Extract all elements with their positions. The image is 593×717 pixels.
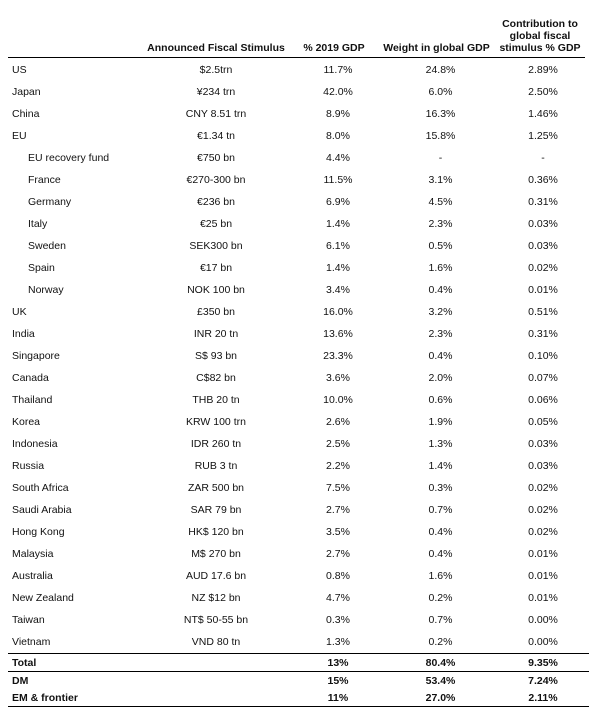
cell-contribution: 0.00%	[497, 631, 589, 654]
cell-country: UK	[12, 306, 27, 318]
table-body	[8, 59, 589, 707]
cell-stimulus: €17 bn	[199, 262, 233, 274]
cell-gdp-pct: 1.4%	[326, 262, 350, 274]
total-cell-contribution: 7.24%	[528, 674, 558, 687]
cell-gdp-pct: 2.7%	[326, 504, 350, 516]
table-row	[8, 455, 589, 477]
cell-country: Germany	[28, 196, 72, 208]
total-cell-weight: 53.4%	[425, 674, 456, 687]
cell-weight: 6.0%	[428, 86, 453, 98]
table-row	[8, 147, 589, 169]
total-cell-stimulus	[140, 654, 292, 672]
cell-weight: 16.3%	[425, 108, 456, 120]
cell-weight: 0.2%	[384, 631, 497, 654]
cell-stimulus: £350 bn	[197, 306, 235, 318]
cell-country: Korea	[12, 416, 41, 428]
cell-gdp-pct: 2.6%	[326, 416, 350, 428]
cell-gdp-pct: 0.3%	[326, 614, 350, 626]
cell-stimulus: ¥234 trn	[196, 86, 236, 98]
total-cell-gdp-pct: 13%	[292, 654, 384, 672]
cell-gdp-pct: 1.3%	[292, 631, 384, 654]
table-row	[8, 103, 589, 125]
cell-weight: 15.8%	[425, 130, 456, 142]
cell-country: Spain	[28, 262, 55, 274]
table-row	[8, 433, 589, 455]
header-gdp-pct: % 2019 GDP	[303, 42, 365, 54]
table-row	[8, 389, 589, 411]
total-cell-contribution: 9.35%	[497, 654, 589, 672]
cell-stimulus: RUB 3 tn	[194, 460, 238, 472]
table-row	[8, 323, 589, 345]
cell-stimulus: IDR 260 tn	[190, 438, 242, 450]
cell-stimulus: KRW 100 trn	[186, 416, 246, 428]
cell-contribution: 2.89%	[528, 64, 558, 76]
cell-stimulus: SEK300 bn	[189, 240, 243, 252]
cell-contribution: 0.02%	[528, 504, 558, 516]
cell-contribution: 0.02%	[528, 482, 558, 494]
cell-weight: 1.6%	[428, 570, 453, 582]
cell-contribution: 0.03%	[528, 218, 558, 230]
cell-gdp-pct: 23.3%	[323, 350, 353, 362]
cell-gdp-pct: 0.8%	[326, 570, 350, 582]
cell-gdp-pct: 42.0%	[323, 86, 353, 98]
cell-weight: 1.6%	[428, 262, 453, 274]
cell-contribution: 0.05%	[528, 416, 558, 428]
cell-gdp-pct: 3.6%	[326, 372, 350, 384]
cell-gdp-pct: 16.0%	[323, 306, 353, 318]
cell-weight: 0.2%	[428, 592, 453, 604]
cell-weight: 0.7%	[428, 614, 453, 626]
cell-weight: 0.5%	[428, 240, 453, 252]
table-row	[8, 279, 589, 301]
cell-country: EU	[12, 130, 27, 142]
cell-country: Canada	[12, 372, 49, 384]
cell-weight: 1.3%	[428, 438, 453, 450]
cell-gdp-pct: 13.6%	[323, 328, 353, 340]
cell-gdp-pct: 8.0%	[326, 130, 350, 142]
cell-contribution: 0.01%	[528, 570, 558, 582]
total-cell-weight: 80.4%	[384, 654, 497, 672]
cell-weight: 1.9%	[428, 416, 453, 428]
cell-country: Japan	[12, 86, 41, 98]
cell-country: US	[12, 64, 27, 76]
cell-weight: 24.8%	[425, 64, 456, 76]
cell-weight: 2.3%	[428, 328, 453, 340]
table-row	[8, 213, 589, 235]
cell-stimulus: €1.34 tn	[197, 130, 235, 142]
table-row	[8, 301, 589, 323]
cell-country: Italy	[28, 218, 48, 230]
total-cell-label: EM & frontier	[8, 689, 140, 707]
cell-country: Malaysia	[12, 548, 54, 560]
cell-weight: 2.0%	[428, 372, 453, 384]
cell-contribution: 0.02%	[528, 526, 558, 538]
total-cell-stimulus	[140, 672, 292, 690]
cell-gdp-pct: 7.5%	[326, 482, 350, 494]
cell-stimulus: INR 20 tn	[193, 328, 239, 340]
table-row	[8, 609, 589, 631]
cell-stimulus: NOK 100 bn	[187, 284, 245, 296]
cell-gdp-pct: 11.7%	[323, 64, 353, 76]
cell-country: South Africa	[12, 482, 69, 494]
table-row	[8, 367, 589, 389]
cell-gdp-pct: 10.0%	[323, 394, 353, 406]
table-row	[8, 81, 589, 103]
table-row	[8, 543, 589, 565]
table-row	[8, 477, 589, 499]
cell-contribution: 0.51%	[528, 306, 558, 318]
table-row	[8, 257, 589, 279]
cell-contribution: 0.01%	[528, 592, 558, 604]
stimulus-table	[8, 59, 589, 707]
cell-weight: 0.6%	[428, 394, 453, 406]
cell-country: Sweden	[28, 240, 66, 252]
cell-country: India	[12, 328, 35, 340]
cell-stimulus: €236 bn	[197, 196, 235, 208]
cell-contribution: 0.00%	[528, 614, 558, 626]
cell-stimulus: €25 bn	[199, 218, 233, 230]
header-contribution: Contribution to global fiscal stimulus % GDP	[499, 18, 581, 54]
header-stimulus: Announced Fiscal Stimulus	[147, 42, 285, 54]
cell-contribution: 0.31%	[528, 328, 558, 340]
cell-contribution: 0.03%	[528, 438, 558, 450]
cell-gdp-pct: 2.7%	[326, 548, 350, 560]
cell-contribution: 0.07%	[528, 372, 558, 384]
cell-contribution: 0.01%	[528, 284, 558, 296]
total-row	[8, 689, 589, 707]
cell-gdp-pct: 2.2%	[326, 460, 350, 472]
cell-contribution: 0.06%	[528, 394, 558, 406]
table-row	[8, 631, 589, 654]
cell-contribution: 1.25%	[528, 130, 558, 142]
cell-weight: 3.2%	[428, 306, 453, 318]
total-row	[8, 672, 589, 690]
table-row	[8, 565, 589, 587]
cell-gdp-pct: 4.4%	[326, 152, 350, 164]
cell-country: Saudi Arabia	[12, 504, 72, 516]
total-row	[8, 654, 589, 672]
cell-contribution: 1.46%	[528, 108, 558, 120]
cell-weight: 4.5%	[428, 196, 453, 208]
table-row	[8, 499, 589, 521]
cell-stimulus: THB 20 tn	[192, 394, 240, 406]
table-row	[8, 235, 589, 257]
cell-country: Indonesia	[12, 438, 58, 450]
cell-country: France	[28, 174, 61, 186]
cell-stimulus: S$ 93 bn	[194, 350, 238, 362]
cell-contribution: 0.03%	[528, 240, 558, 252]
cell-gdp-pct: 3.4%	[326, 284, 350, 296]
total-cell-gdp-pct: 15%	[327, 674, 349, 687]
table-row	[8, 521, 589, 543]
cell-weight: 3.1%	[428, 174, 453, 186]
cell-country: Norway	[28, 284, 64, 296]
cell-gdp-pct: 3.5%	[326, 526, 350, 538]
cell-country: Singapore	[12, 350, 60, 362]
cell-country: EU recovery fund	[28, 152, 110, 164]
cell-weight: 0.4%	[428, 526, 453, 538]
cell-weight: 1.4%	[428, 460, 453, 472]
cell-weight: 2.3%	[428, 218, 453, 230]
cell-gdp-pct: 11.5%	[323, 174, 353, 186]
cell-weight: 0.4%	[428, 284, 453, 296]
cell-weight: 0.4%	[428, 548, 453, 560]
cell-gdp-pct: 8.9%	[326, 108, 350, 120]
cell-gdp-pct: 1.4%	[326, 218, 350, 230]
cell-stimulus: NT$ 50-55 bn	[183, 614, 249, 626]
cell-weight: 0.7%	[428, 504, 453, 516]
header-rule	[8, 57, 585, 58]
header-weight: Weight in global GDP	[383, 42, 490, 54]
cell-country: Russia	[12, 460, 45, 472]
table-row	[8, 587, 589, 609]
cell-contribution: 0.03%	[528, 460, 558, 472]
cell-country: Thailand	[12, 394, 53, 406]
cell-country: Taiwan	[12, 614, 45, 626]
cell-stimulus: €270-300 bn	[186, 174, 246, 186]
cell-gdp-pct: 6.9%	[326, 196, 350, 208]
cell-contribution: 0.10%	[528, 350, 558, 362]
cell-contribution: 2.50%	[528, 86, 558, 98]
cell-weight: 0.3%	[428, 482, 453, 494]
total-cell-contribution: 2.11%	[497, 689, 589, 707]
cell-gdp-pct: 6.1%	[326, 240, 350, 252]
cell-stimulus: VND 80 tn	[140, 631, 292, 654]
cell-weight: -	[438, 152, 443, 164]
cell-country: Hong Kong	[12, 526, 65, 538]
cell-country: China	[12, 108, 40, 120]
total-cell-label: Total	[8, 654, 140, 672]
table-row	[8, 411, 589, 433]
cell-contribution: -	[541, 152, 545, 164]
cell-stimulus: CNY 8.51 trn	[185, 108, 247, 120]
cell-stimulus: $2.5trn	[199, 64, 233, 76]
cell-country: New Zealand	[12, 592, 74, 604]
cell-contribution: 0.01%	[528, 548, 558, 560]
cell-contribution: 0.36%	[528, 174, 558, 186]
table-row	[8, 125, 589, 147]
cell-contribution: 0.31%	[528, 196, 558, 208]
total-cell-stimulus	[140, 689, 292, 707]
cell-stimulus: ZAR 500 bn	[187, 482, 245, 494]
total-cell-label: DM	[12, 674, 29, 687]
cell-contribution: 0.02%	[528, 262, 558, 274]
total-cell-weight: 27.0%	[384, 689, 497, 707]
cell-stimulus: NZ $12 bn	[191, 592, 241, 604]
table-header	[0, 8, 593, 56]
cell-stimulus: HK$ 120 bn	[188, 526, 244, 538]
cell-country: Vietnam	[8, 631, 140, 654]
cell-weight: 0.4%	[428, 350, 453, 362]
table-row	[8, 345, 589, 367]
cell-stimulus: SAR 79 bn	[190, 504, 242, 516]
cell-stimulus: AUD 17.6 bn	[185, 570, 247, 582]
table-row	[8, 59, 589, 81]
table-row	[8, 169, 589, 191]
table-row	[8, 191, 589, 213]
cell-stimulus: €750 bn	[197, 152, 235, 164]
cell-country: Australia	[12, 570, 53, 582]
cell-gdp-pct: 2.5%	[326, 438, 350, 450]
cell-stimulus: C$82 bn	[196, 372, 236, 384]
cell-gdp-pct: 4.7%	[326, 592, 350, 604]
cell-stimulus: M$ 270 bn	[191, 548, 241, 560]
total-cell-gdp-pct: 11%	[292, 689, 384, 707]
